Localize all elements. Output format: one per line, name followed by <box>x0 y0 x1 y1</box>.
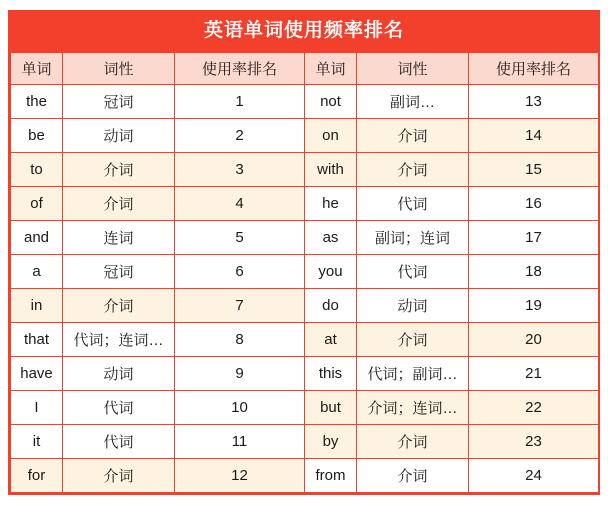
cell-rank: 10 <box>175 390 305 424</box>
table-row <box>11 390 599 424</box>
table-row <box>11 220 599 254</box>
cell-part-of-speech: 冠词 <box>63 254 175 288</box>
column-header-rank-right: 使用率排名 <box>469 52 599 84</box>
cell-word: of <box>11 186 63 220</box>
table-row <box>11 322 599 356</box>
cell-rank: 16 <box>469 186 599 220</box>
cell-part-of-speech: 冠词 <box>63 84 175 118</box>
cell-word: he <box>305 186 357 220</box>
cell-rank: 1 <box>175 84 305 118</box>
cell-part-of-speech: 介词 <box>63 288 175 322</box>
cell-word: you <box>305 254 357 288</box>
cell-rank: 8 <box>175 322 305 356</box>
cell-word: I <box>11 390 63 424</box>
column-header-pos-right: 词性 <box>357 52 469 84</box>
cell-rank: 21 <box>469 356 599 390</box>
cell-rank: 6 <box>175 254 305 288</box>
table-row <box>11 356 599 390</box>
table-row <box>11 152 599 186</box>
cell-word: at <box>305 322 357 356</box>
table-row <box>11 186 599 220</box>
cell-part-of-speech: 动词 <box>63 118 175 152</box>
cell-word: not <box>305 84 357 118</box>
cell-word: this <box>305 356 357 390</box>
table-row <box>11 458 599 492</box>
cell-word: a <box>11 254 63 288</box>
table-row <box>11 254 599 288</box>
cell-word: in <box>11 288 63 322</box>
cell-word: the <box>11 84 63 118</box>
cell-part-of-speech: 介词 <box>63 152 175 186</box>
page-title: 英语单词使用频率排名 <box>10 12 598 52</box>
cell-word: with <box>305 152 357 186</box>
cell-rank: 18 <box>469 254 599 288</box>
table-body <box>11 84 599 492</box>
cell-part-of-speech: 连词 <box>63 220 175 254</box>
frequency-card <box>8 10 600 495</box>
cell-part-of-speech: 介词 <box>357 152 469 186</box>
word-frequency-table <box>10 52 599 493</box>
cell-part-of-speech: 代词 <box>63 390 175 424</box>
cell-part-of-speech: 代词 <box>357 186 469 220</box>
cell-word: from <box>305 458 357 492</box>
cell-part-of-speech: 介词 <box>357 118 469 152</box>
cell-part-of-speech: 代词；副词… <box>357 356 469 390</box>
cell-part-of-speech: 动词 <box>63 356 175 390</box>
column-header-word-right: 单词 <box>305 52 357 84</box>
cell-part-of-speech: 副词… <box>357 84 469 118</box>
cell-part-of-speech: 介词 <box>63 458 175 492</box>
cell-rank: 2 <box>175 118 305 152</box>
cell-rank: 4 <box>175 186 305 220</box>
cell-word: to <box>11 152 63 186</box>
column-header-pos-left: 词性 <box>63 52 175 84</box>
cell-part-of-speech: 代词；连词… <box>63 322 175 356</box>
cell-rank: 11 <box>175 424 305 458</box>
cell-rank: 19 <box>469 288 599 322</box>
cell-part-of-speech: 介词；连词… <box>357 390 469 424</box>
cell-word: that <box>11 322 63 356</box>
cell-part-of-speech: 介词 <box>63 186 175 220</box>
cell-word: do <box>305 288 357 322</box>
cell-word: on <box>305 118 357 152</box>
cell-word: by <box>305 424 357 458</box>
cell-word: and <box>11 220 63 254</box>
cell-rank: 15 <box>469 152 599 186</box>
cell-rank: 14 <box>469 118 599 152</box>
table-header <box>11 52 599 84</box>
cell-part-of-speech: 介词 <box>357 458 469 492</box>
cell-rank: 5 <box>175 220 305 254</box>
cell-rank: 13 <box>469 84 599 118</box>
table-header-row <box>11 52 599 84</box>
cell-word: for <box>11 458 63 492</box>
table-row <box>11 84 599 118</box>
cell-word: have <box>11 356 63 390</box>
cell-part-of-speech: 副词；连词 <box>357 220 469 254</box>
cell-rank: 22 <box>469 390 599 424</box>
cell-part-of-speech: 动词 <box>357 288 469 322</box>
table-row <box>11 288 599 322</box>
table-row <box>11 118 599 152</box>
cell-word: be <box>11 118 63 152</box>
cell-part-of-speech: 代词 <box>357 254 469 288</box>
cell-part-of-speech: 代词 <box>63 424 175 458</box>
cell-word: but <box>305 390 357 424</box>
cell-rank: 17 <box>469 220 599 254</box>
cell-part-of-speech: 介词 <box>357 322 469 356</box>
cell-part-of-speech: 介词 <box>357 424 469 458</box>
cell-rank: 24 <box>469 458 599 492</box>
cell-word: it <box>11 424 63 458</box>
cell-rank: 20 <box>469 322 599 356</box>
cell-rank: 23 <box>469 424 599 458</box>
cell-rank: 12 <box>175 458 305 492</box>
cell-rank: 7 <box>175 288 305 322</box>
cell-word: as <box>305 220 357 254</box>
cell-rank: 9 <box>175 356 305 390</box>
column-header-word-left: 单词 <box>11 52 63 84</box>
cell-rank: 3 <box>175 152 305 186</box>
table-row <box>11 424 599 458</box>
column-header-rank-left: 使用率排名 <box>175 52 305 84</box>
